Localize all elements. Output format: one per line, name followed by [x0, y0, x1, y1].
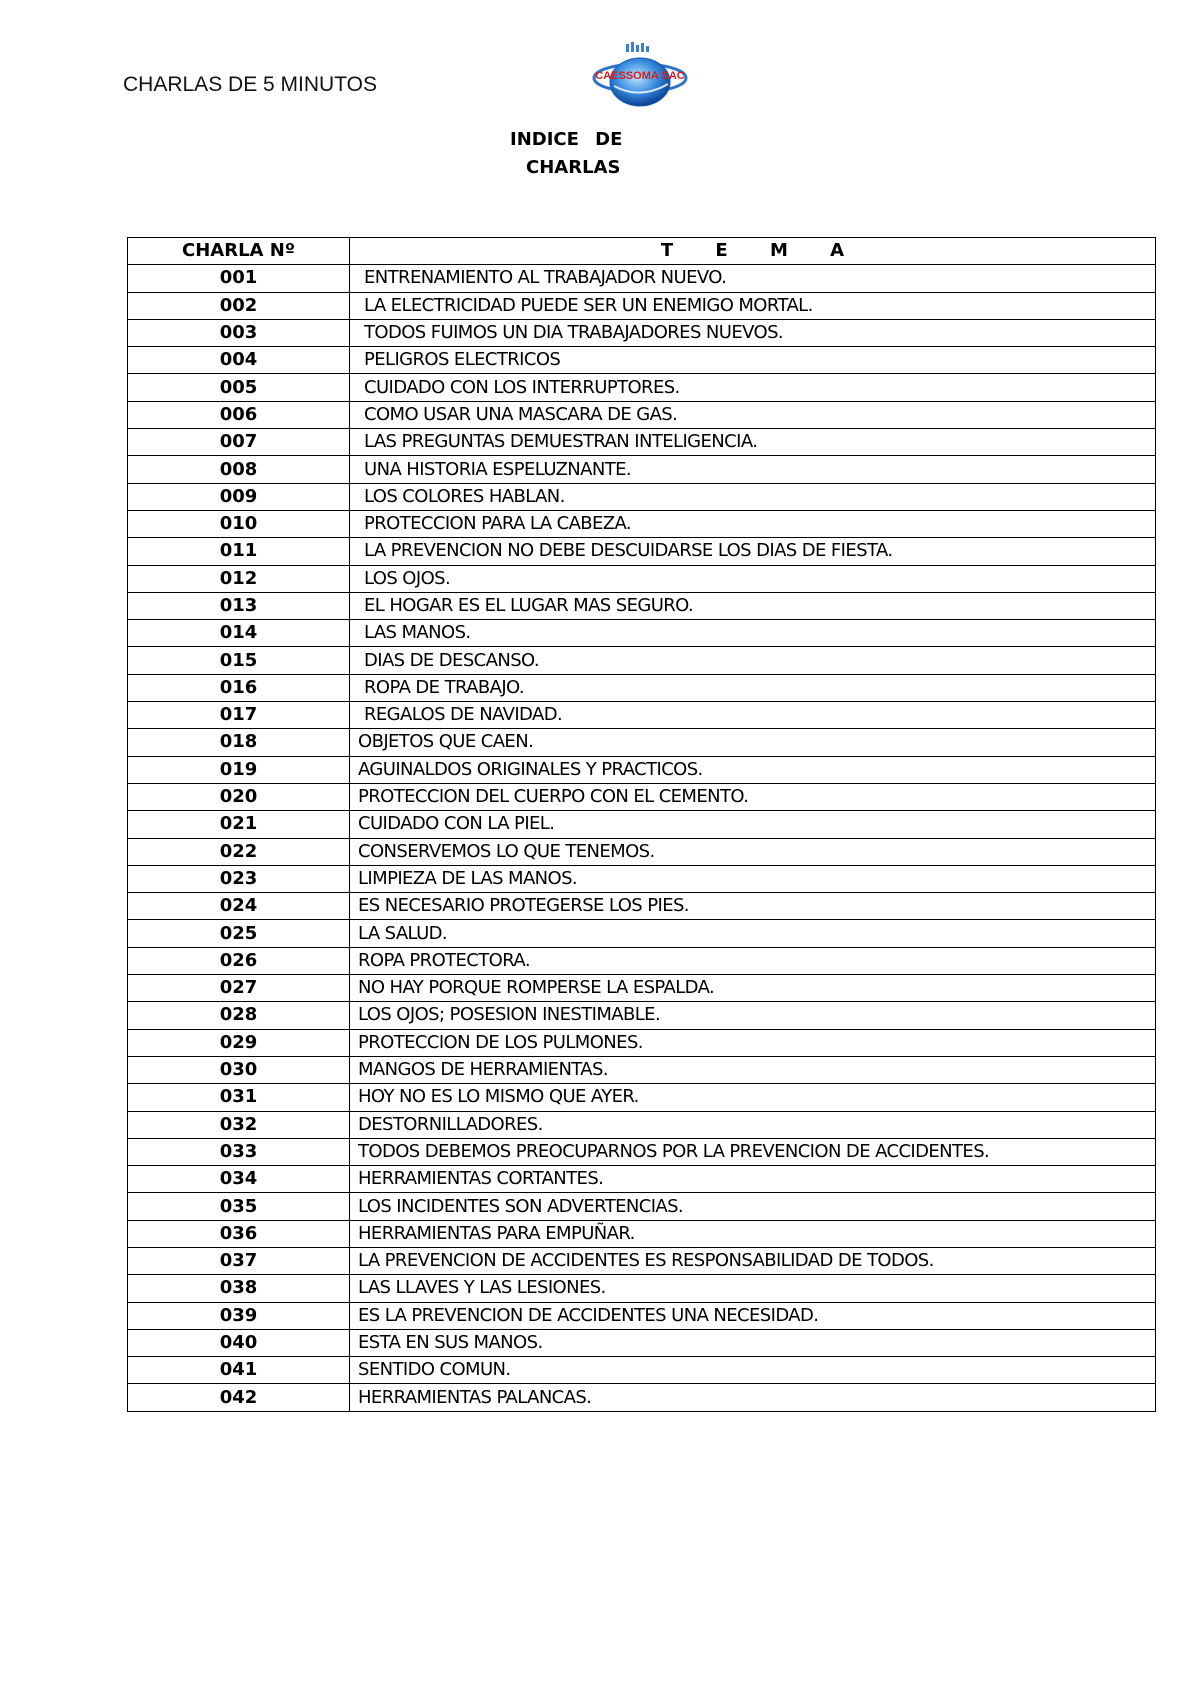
talk-theme: LA SALUD.	[350, 920, 1156, 947]
talk-number: 041	[128, 1357, 350, 1384]
talk-number: 009	[128, 483, 350, 510]
talk-number: 021	[128, 811, 350, 838]
table-row	[128, 401, 1156, 428]
talk-theme: CUIDADO CON LA PIEL.	[350, 811, 1156, 838]
table-row	[128, 1111, 1156, 1138]
talks-index-table	[127, 237, 1156, 1412]
talk-theme: TODOS FUIMOS UN DIA TRABAJADORES NUEVOS.	[350, 319, 1156, 346]
svg-text:CAESSOMA SAC: CAESSOMA SAC	[595, 70, 685, 82]
table-row	[128, 1056, 1156, 1083]
talk-number: 024	[128, 893, 350, 920]
column-header-theme: T E M A	[350, 238, 1156, 265]
talk-number: 010	[128, 510, 350, 537]
talk-theme: LA ELECTRICIDAD PUEDE SER UN ENEMIGO MORTAL.	[350, 292, 1156, 319]
talk-theme: DIAS DE DESCANSO.	[350, 647, 1156, 674]
talk-theme: HOY NO ES LO MISMO QUE AYER.	[350, 1084, 1156, 1111]
talk-theme: HERRAMIENTAS PALANCAS.	[350, 1384, 1156, 1411]
talk-theme: PROTECCION PARA LA CABEZA.	[350, 510, 1156, 537]
table-row	[128, 893, 1156, 920]
table-row	[128, 1384, 1156, 1411]
table-row	[128, 1329, 1156, 1356]
table-row	[128, 347, 1156, 374]
talk-theme: DESTORNILLADORES.	[350, 1111, 1156, 1138]
table-row	[128, 1002, 1156, 1029]
talk-theme: LOS COLORES HABLAN.	[350, 483, 1156, 510]
talk-theme: CUIDADO CON LOS INTERRUPTORES.	[350, 374, 1156, 401]
talk-theme: EL HOGAR ES EL LUGAR MAS SEGURO.	[350, 592, 1156, 619]
talk-number: 006	[128, 401, 350, 428]
talk-theme: ENTRENAMIENTO AL TRABAJADOR NUEVO.	[350, 265, 1156, 292]
talk-theme: COMO USAR UNA MASCARA DE GAS.	[350, 401, 1156, 428]
talk-number: 037	[128, 1247, 350, 1274]
talk-theme: UNA HISTORIA ESPELUZNANTE.	[350, 456, 1156, 483]
document-title	[470, 126, 690, 182]
talk-theme: PELIGROS ELECTRICOS	[350, 347, 1156, 374]
talk-number: 005	[128, 374, 350, 401]
talk-theme: TODOS DEBEMOS PREOCUPARNOS POR LA PREVENCION DE ACCIDENTES.	[350, 1138, 1156, 1165]
talk-number: 003	[128, 319, 350, 346]
table-row	[128, 429, 1156, 456]
talk-number: 013	[128, 592, 350, 619]
talk-theme: NO HAY PORQUE ROMPERSE LA ESPALDA.	[350, 975, 1156, 1002]
talk-number: 030	[128, 1056, 350, 1083]
talk-number: 029	[128, 1029, 350, 1056]
talk-theme: LAS PREGUNTAS DEMUESTRAN INTELIGENCIA.	[350, 429, 1156, 456]
talk-number: 038	[128, 1275, 350, 1302]
talk-number: 004	[128, 347, 350, 374]
talk-number: 008	[128, 456, 350, 483]
talk-number: 032	[128, 1111, 350, 1138]
table-row	[128, 674, 1156, 701]
table-row	[128, 865, 1156, 892]
column-header-number: CHARLA Nº	[128, 238, 350, 265]
talk-theme: OBJETOS QUE CAEN.	[350, 729, 1156, 756]
talk-number: 007	[128, 429, 350, 456]
table-row	[128, 947, 1156, 974]
talk-theme: ES NECESARIO PROTEGERSE LOS PIES.	[350, 893, 1156, 920]
talk-number: 039	[128, 1302, 350, 1329]
title-line-1: INDICE DE	[510, 129, 623, 150]
talk-theme: ROPA DE TRABAJO.	[350, 674, 1156, 701]
table-row	[128, 1302, 1156, 1329]
talk-theme: AGUINALDOS ORIGINALES Y PRACTICOS.	[350, 756, 1156, 783]
table-row	[128, 975, 1156, 1002]
table-row	[128, 1029, 1156, 1056]
talk-theme: ESTA EN SUS MANOS.	[350, 1329, 1156, 1356]
talk-number: 036	[128, 1220, 350, 1247]
talk-number: 012	[128, 565, 350, 592]
table-row	[128, 920, 1156, 947]
table-row	[128, 483, 1156, 510]
table-row	[128, 1275, 1156, 1302]
talk-number: 001	[128, 265, 350, 292]
talk-number: 022	[128, 838, 350, 865]
talk-theme: LA PREVENCION NO DEBE DESCUIDARSE LOS DIAS DE FIESTA.	[350, 538, 1156, 565]
talk-number: 027	[128, 975, 350, 1002]
talk-theme: LOS OJOS.	[350, 565, 1156, 592]
talk-theme: ES LA PREVENCION DE ACCIDENTES UNA NECESIDAD.	[350, 1302, 1156, 1329]
talk-number: 020	[128, 783, 350, 810]
talk-theme: SENTIDO COMUN.	[350, 1357, 1156, 1384]
talk-theme: ROPA PROTECTORA.	[350, 947, 1156, 974]
talk-theme: MANGOS DE HERRAMIENTAS.	[350, 1056, 1156, 1083]
table-row	[128, 1193, 1156, 1220]
table-row	[128, 1247, 1156, 1274]
table-row	[128, 374, 1156, 401]
table-row	[128, 647, 1156, 674]
table-row	[128, 265, 1156, 292]
table-row	[128, 620, 1156, 647]
talk-number: 017	[128, 702, 350, 729]
document-header: CHARLAS DE 5 MINUTOS	[123, 73, 377, 96]
table-row	[128, 292, 1156, 319]
talk-theme: HERRAMIENTAS CORTANTES.	[350, 1166, 1156, 1193]
talk-number: 019	[128, 756, 350, 783]
talk-theme: LA PREVENCION DE ACCIDENTES ES RESPONSABILIDAD DE TODOS.	[350, 1247, 1156, 1274]
table-row	[128, 783, 1156, 810]
talk-number: 042	[128, 1384, 350, 1411]
talk-number: 014	[128, 620, 350, 647]
table-row	[128, 838, 1156, 865]
table-row	[128, 456, 1156, 483]
table-row	[128, 1138, 1156, 1165]
table-row	[128, 510, 1156, 537]
talk-number: 015	[128, 647, 350, 674]
talk-number: 002	[128, 292, 350, 319]
talk-theme: HERRAMIENTAS PARA EMPUÑAR.	[350, 1220, 1156, 1247]
table-row	[128, 702, 1156, 729]
table-row	[128, 1357, 1156, 1384]
talk-number: 040	[128, 1329, 350, 1356]
table-row	[128, 1084, 1156, 1111]
company-logo	[588, 38, 688, 116]
talk-number: 016	[128, 674, 350, 701]
talk-theme: LAS MANOS.	[350, 620, 1156, 647]
talk-theme: LOS INCIDENTES SON ADVERTENCIAS.	[350, 1193, 1156, 1220]
table-row	[128, 729, 1156, 756]
talk-number: 026	[128, 947, 350, 974]
table-row	[128, 538, 1156, 565]
talk-theme: CONSERVEMOS LO QUE TENEMOS.	[350, 838, 1156, 865]
talk-number: 033	[128, 1138, 350, 1165]
talk-number: 035	[128, 1193, 350, 1220]
table-row	[128, 1220, 1156, 1247]
talk-number: 025	[128, 920, 350, 947]
table-row	[128, 319, 1156, 346]
talk-number: 011	[128, 538, 350, 565]
talk-theme: PROTECCION DE LOS PULMONES.	[350, 1029, 1156, 1056]
table-header-row	[128, 238, 1156, 265]
table-row	[128, 756, 1156, 783]
table-row	[128, 811, 1156, 838]
talk-theme: LIMPIEZA DE LAS MANOS.	[350, 865, 1156, 892]
talk-number: 031	[128, 1084, 350, 1111]
talk-theme: PROTECCION DEL CUERPO CON EL CEMENTO.	[350, 783, 1156, 810]
talk-number: 034	[128, 1166, 350, 1193]
table-row	[128, 592, 1156, 619]
title-line-2: CHARLAS	[526, 157, 621, 178]
talk-theme: LOS OJOS; POSESION INESTIMABLE.	[350, 1002, 1156, 1029]
table-row	[128, 1166, 1156, 1193]
talk-number: 028	[128, 1002, 350, 1029]
talk-number: 018	[128, 729, 350, 756]
table-row	[128, 565, 1156, 592]
talk-number: 023	[128, 865, 350, 892]
talk-theme: REGALOS DE NAVIDAD.	[350, 702, 1156, 729]
talk-theme: LAS LLAVES Y LAS LESIONES.	[350, 1275, 1156, 1302]
